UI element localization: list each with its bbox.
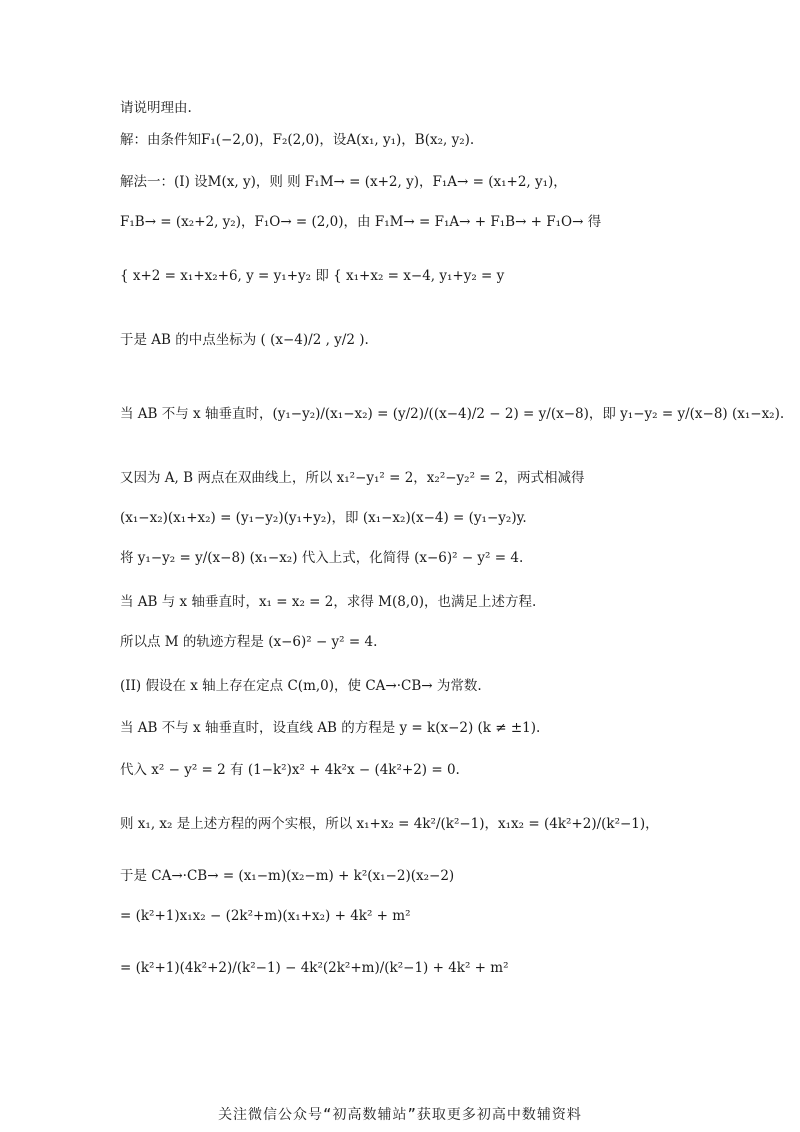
text-line: = (k²+1)(4k²+2)/(k²−1) − 4k²(2k²+m)/(k²−1) + 4k² + m²	[120, 960, 509, 976]
text-line: 请说明理由.	[120, 100, 192, 116]
footer-note: 关注微信公众号“初高数辅站”获取更多初高中数辅资料	[218, 1107, 582, 1123]
system-of-equations: { x+2 = x₁+x₂+6, y = y₁+y₂ 即 { x₁+x₂ = x−4, y₁+y₂ = y	[120, 268, 505, 284]
text-line: 则 x₁, x₂ 是上述方程的两个实根，所以 x₁+x₂ = 4k²/(k²−1)，x₁x₂ = (4k²+2)/(k²−1)，	[120, 816, 659, 832]
text-line: 所以点 M 的轨迹方程是 (x−6)² − y² = 4.	[120, 634, 378, 650]
text-line: 当 AB 不与 x 轴垂直时，设直线 AB 的方程是 y = k(x−2) (k ≠ ±1).	[120, 720, 541, 736]
text-line: 当 AB 不与 x 轴垂直时，(y₁−y₂)/(x₁−x₂) = (y/2)/((x−4)/2 − 2) = y/(x−8)，即 y₁−y₂ = y/(x−8) (x₁−x₂).	[120, 406, 785, 422]
text-line: 当 AB 与 x 轴垂直时，x₁ = x₂ = 2，求得 M(8,0)，也满足上述方程.	[120, 594, 537, 610]
text-line: 于是 CA→·CB→ = (x₁−m)(x₂−m) + k²(x₁−2)(x₂−2)	[120, 868, 455, 884]
text-line: 解：由条件知F₁(−2,0)，F₂(2,0)，设A(x₁, y₁)，B(x₂, y₂).	[120, 132, 475, 148]
text-line: 于是 AB 的中点坐标为 ( (x−4)/2 , y/2 ).	[120, 332, 369, 348]
text-line: F₁B→ = (x₂+2, y₂)，F₁O→ = (2,0)，由 F₁M→ = F₁A→ + F₁B→ + F₁O→ 得	[120, 214, 602, 230]
text-line: 解法一：(I) 设M(x, y)，则 则 F₁M→ = (x+2, y)，F₁A→ = (x₁+2, y₁)，	[120, 174, 567, 190]
text-line: (II) 假设在 x 轴上存在定点 C(m,0)，使 CA→·CB→ 为常数.	[120, 678, 482, 694]
text-line: (x₁−x₂)(x₁+x₂) = (y₁−y₂)(y₁+y₂)，即 (x₁−x₂)(x−4) = (y₁−y₂)y.	[120, 510, 527, 526]
text-line: 又因为 A, B 两点在双曲线上，所以 x₁²−y₁² = 2，x₂²−y₂² = 2，两式相减得	[120, 470, 585, 486]
text-line: 代入 x² − y² = 2 有 (1−k²)x² + 4k²x − (4k²+2) = 0.	[120, 762, 460, 778]
text-line: = (k²+1)x₁x₂ − (2k²+m)(x₁+x₂) + 4k² + m²	[120, 908, 411, 924]
text-line: 将 y₁−y₂ = y/(x−8) (x₁−x₂) 代入上式，化简得 (x−6)² − y² = 4.	[120, 550, 524, 566]
